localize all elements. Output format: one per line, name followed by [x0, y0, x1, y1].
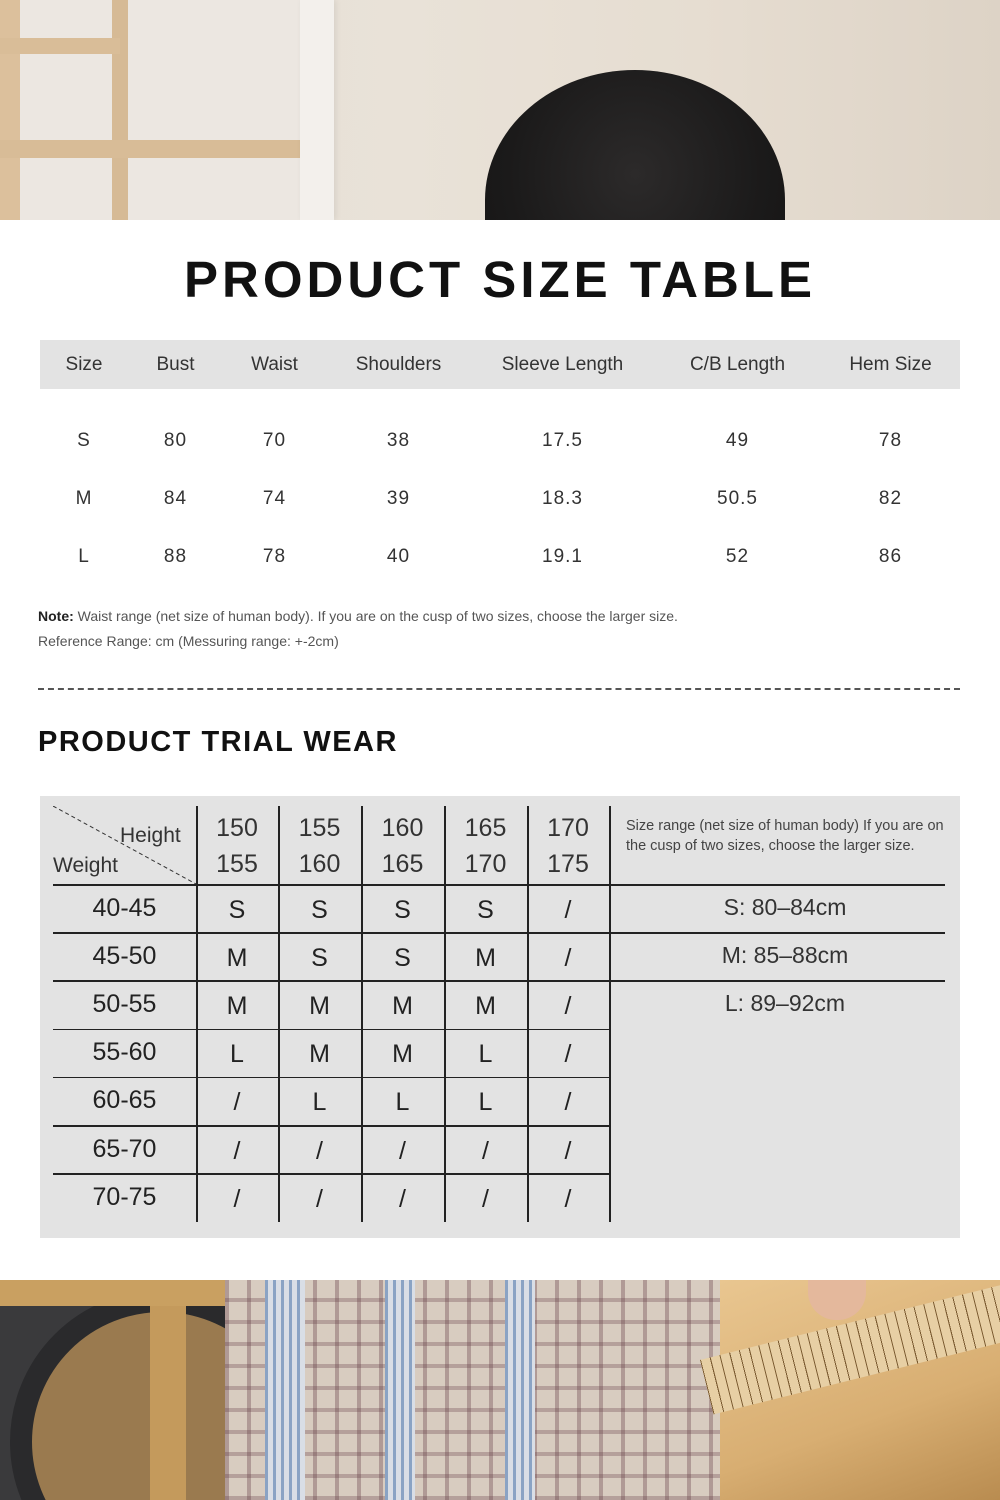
size-recommendation: L: [478, 1040, 493, 1069]
size-recommendation: /: [399, 1136, 406, 1165]
note-label: Note:: [38, 608, 74, 624]
size-cell: 39: [386, 488, 411, 509]
size-range-value: M: 85–88cm: [721, 942, 849, 969]
size-range-value: L: 89–92cm: [724, 990, 846, 1017]
size-recommendation: S: [311, 895, 328, 924]
section-divider: [38, 688, 960, 690]
trial-wear-table: [40, 796, 960, 1238]
bottom-product-photo: [0, 1280, 1000, 1500]
size-cell: 86: [878, 546, 903, 567]
size-recommendation: S: [228, 895, 246, 924]
striped-fabric: [265, 1280, 305, 1500]
size-recommendation: /: [564, 991, 572, 1020]
size-recommendation: S: [477, 895, 494, 924]
model-hair: [485, 70, 785, 220]
size-row: [40, 470, 960, 528]
size-recommendation: /: [399, 1184, 406, 1213]
size-recommendation: M: [475, 991, 496, 1020]
size-cell: 82: [878, 488, 903, 509]
size-row: [40, 412, 960, 470]
size-col-header: Bust: [128, 340, 223, 389]
size-cell: 38: [386, 430, 411, 451]
table-leg: [150, 1300, 186, 1500]
height-to: 175: [547, 849, 589, 878]
trial-wear-title: PRODUCT TRIAL WEAR: [38, 726, 398, 758]
size-recommendation: /: [564, 943, 572, 972]
size-cell: 52: [725, 546, 750, 567]
size-recommendation: /: [316, 1184, 323, 1213]
height-from: 170: [547, 813, 589, 842]
size-cell: 80: [163, 430, 188, 451]
size-recommendation: M: [309, 1040, 330, 1069]
size-cell: 18.3: [542, 488, 583, 509]
size-note: [38, 604, 678, 654]
size-recommendation: S: [311, 943, 328, 972]
size-cell: 84: [163, 488, 188, 509]
size-recommendation: M: [392, 991, 413, 1020]
easel-leg: [0, 0, 20, 220]
size-col-header: Hem Size: [821, 340, 960, 389]
size-recommendation: S: [394, 895, 411, 924]
note-text: Waist range (net size of human body). If you are on the cusp of two sizes, choose the larger size.: [73, 608, 678, 624]
size-recommendation: M: [392, 1040, 413, 1069]
easel-bar: [0, 38, 120, 54]
size-col-header: Shoulders: [326, 340, 471, 389]
size-table: [40, 340, 960, 586]
size-recommendation: M: [226, 943, 248, 972]
size-recommendation: L: [230, 1040, 244, 1069]
size-col-header: Waist: [223, 340, 326, 389]
striped-fabric: [505, 1280, 535, 1500]
size-range-value: S: 80–84cm: [723, 894, 847, 920]
height-col-header: [196, 810, 278, 882]
size-cell: 50.5: [717, 488, 758, 509]
size-recommendation: L: [312, 1088, 327, 1117]
weight-range: 45-50: [92, 941, 157, 970]
canvas-frame: [300, 0, 334, 220]
height-to: 160: [298, 849, 341, 878]
weight-range: 40-45: [92, 893, 157, 922]
size-col-header: C/B Length: [654, 340, 821, 389]
size-recommendation: M: [226, 991, 248, 1020]
reference-range: Reference Range: cm (Messuring range: +-2cm): [38, 633, 339, 649]
size-cell: 17.5: [542, 430, 583, 451]
easel-bar: [0, 140, 300, 158]
size-table-title: PRODUCT SIZE TABLE: [183, 251, 817, 308]
weight-range: 55-60: [92, 1038, 157, 1067]
size-recommendation: /: [564, 1136, 572, 1165]
corner-height-label: Height: [120, 824, 181, 847]
size-recommendation: /: [316, 1136, 323, 1165]
size-cell: 19.1: [542, 546, 583, 567]
size-cell: 78: [878, 430, 903, 451]
size-cell: 88: [163, 546, 188, 567]
corner-weight-label: Weight: [53, 854, 118, 877]
size-cell: L: [78, 546, 90, 567]
size-recommendation: /: [564, 1088, 572, 1117]
size-col-header: Size: [40, 340, 128, 389]
size-recommendation: S: [394, 943, 411, 972]
size-cell: 40: [386, 546, 411, 567]
height-to: 155: [216, 849, 258, 878]
height-col-header: [527, 810, 609, 882]
height-col-header: [361, 810, 444, 882]
easel-leg: [112, 0, 128, 220]
size-recommendation: M: [309, 991, 330, 1020]
weight-range: 65-70: [92, 1134, 157, 1163]
height-from: 150: [216, 813, 258, 842]
height-from: 165: [464, 813, 507, 842]
weight-range: 70-75: [92, 1182, 157, 1211]
height-to: 170: [464, 849, 507, 878]
size-row: [40, 528, 960, 586]
height-from: 160: [381, 813, 424, 842]
size-recommendation: L: [478, 1088, 493, 1117]
size-recommendation: /: [564, 1184, 572, 1213]
size-cell: 70: [262, 430, 287, 451]
size-cell: 74: [262, 488, 287, 509]
size-recommendation: /: [564, 1040, 572, 1069]
size-recommendation: M: [475, 943, 496, 972]
size-recommendation: /: [233, 1136, 241, 1165]
size-recommendation: L: [395, 1088, 410, 1117]
striped-fabric: [385, 1280, 415, 1500]
size-recommendation: /: [482, 1184, 489, 1213]
size-cell: 49: [725, 430, 750, 451]
size-table-header: [40, 340, 960, 389]
height-to: 165: [381, 849, 424, 878]
size-recommendation: /: [233, 1088, 241, 1117]
size-cell: S: [77, 430, 91, 451]
size-col-header: Sleeve Length: [471, 340, 654, 389]
size-recommendation: /: [482, 1136, 489, 1165]
top-product-photo: [0, 0, 1000, 220]
size-range-note: Size range (net size of human body) If you are on the cusp of two sizes, choose the larger size.: [626, 818, 944, 854]
size-recommendation: /: [233, 1184, 241, 1213]
size-cell: M: [75, 488, 93, 509]
wall-panel: [0, 0, 310, 220]
height-col-header: [278, 810, 361, 882]
weight-range: 60-65: [92, 1086, 157, 1115]
size-cell: 78: [262, 546, 287, 567]
size-recommendation: /: [564, 895, 572, 924]
weight-range: 50-55: [92, 989, 157, 1018]
height-from: 155: [298, 813, 341, 842]
height-col-header: [444, 810, 527, 882]
